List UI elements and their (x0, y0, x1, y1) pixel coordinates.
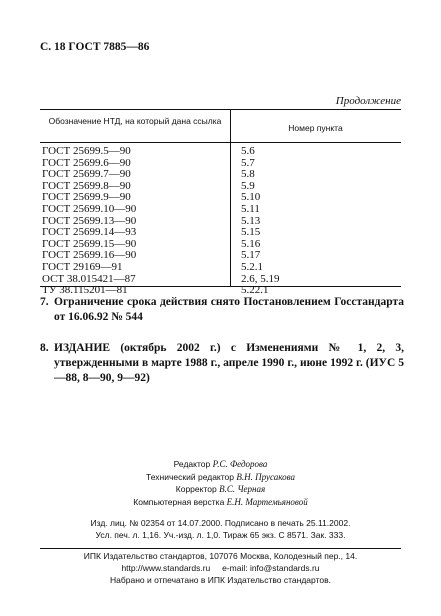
table-row (40, 204, 401, 216)
item-number: 7. (40, 296, 49, 308)
item-number: 8. (40, 342, 49, 354)
header-divider (40, 142, 401, 143)
table-row (40, 262, 401, 274)
document-cell: ГОСТ 25699.5—90 (42, 145, 131, 157)
column-header-document: Обозначение НТД, на который дана ссылка (48, 116, 222, 126)
clause-cell: 5.22.1 (241, 284, 269, 297)
document-cell: ГОСТ 25699.7—90 (42, 168, 131, 181)
item-text: ИЗДАНИЕ (октябрь 2002 г.) с Изменениями № 1, 2, 3, утвержденными в марте 1988 г., апреле 1990 г., июне 1992 г. (ИУС 5—88, 8—90, 9—92) (54, 342, 404, 384)
item-text: Ограничение срока действия снято Постановлением Госстандарта от 16.06.92 № 544 (54, 296, 404, 323)
document-cell: ОСТ 38.015421—87 (42, 272, 136, 285)
credit-line (40, 471, 401, 484)
item-7 (40, 295, 404, 325)
credit-line (40, 483, 401, 496)
imprint-line: Изд. лиц. № 02354 от 14.07.2000. Подписано в печать 25.11.2002. (90, 518, 351, 528)
clause-cell: 5.13 (241, 214, 261, 227)
document-cell: ГОСТ 29169—91 (42, 260, 123, 273)
clause-cell: 5.16 (241, 237, 261, 250)
table-row (40, 227, 401, 239)
item-8 (40, 341, 404, 386)
clause-cell: 5.6 (241, 145, 255, 157)
document-cell: ГОСТ 25699.10—90 (42, 202, 137, 215)
document-cell: ГОСТ 25699.9—90 (42, 191, 131, 204)
clause-cell: 2.6, 5.19 (241, 272, 280, 285)
credit-line (40, 496, 401, 509)
document-cell: ГОСТ 25699.13—90 (42, 214, 137, 227)
document-cell: ГОСТ 25699.15—90 (42, 237, 137, 250)
clause-cell: 5.11 (241, 202, 260, 215)
reference-table (40, 109, 401, 297)
credit-role: Редактор (173, 459, 211, 469)
document-cell: ГОСТ 25699.16—90 (42, 249, 137, 262)
clause-cell: 5.7 (241, 156, 255, 169)
credit-name: Е.Н. Мартемьяновой (226, 496, 308, 507)
document-cell: ГОСТ 25699.8—90 (42, 179, 131, 192)
credit-name: В.Н. Прусакова (236, 471, 295, 482)
credit-name: Р.С. Федорова (212, 459, 268, 469)
publisher-line: ИПК Издательство стандартов, 107076 Москва, Колодезный пер., 14. (83, 551, 358, 561)
imprint-line: Усл. печ. л. 1,16. Уч.-изд. л. 1,0. Тираж 65 экз. С 8571. Зак. 333. (95, 529, 346, 540)
clause-cell: 5.15 (241, 226, 261, 239)
continued-label: Продолжение (335, 95, 401, 107)
column-header-clause: Номер пункта (288, 123, 343, 133)
clause-cell: 5.9 (241, 179, 255, 192)
clause-cell: 5.10 (241, 191, 261, 204)
table-body (40, 146, 401, 297)
clause-cell: 5.17 (241, 249, 261, 262)
credit-role: Корректор (175, 484, 217, 495)
credit-role: Компьютерная верстка (133, 496, 225, 507)
footer-rule (40, 548, 401, 549)
table-row (40, 146, 401, 158)
imprint-block (40, 518, 401, 541)
clause-cell: 5.2.1 (241, 260, 263, 273)
publisher-contacts: http://www.standards.ru e-mail: info@standards.ru (121, 563, 320, 574)
credits-block (40, 458, 401, 508)
clause-cell: 5.8 (241, 168, 255, 181)
credit-line (40, 458, 401, 471)
credit-role: Технический редактор (146, 471, 234, 482)
document-cell: ГОСТ 25699.6—90 (42, 156, 131, 169)
document-cell: ГОСТ 25699.14—93 (42, 226, 137, 239)
document-cell: ТУ 38.115201—81 (42, 284, 128, 297)
publisher-block (40, 550, 401, 587)
credit-name: В.С. Черная (219, 484, 266, 495)
page-header: С. 18 ГОСТ 7885—86 (40, 41, 150, 53)
publisher-line: Набрано и отпечатано в ИПК Издательство стандартов. (110, 575, 331, 586)
